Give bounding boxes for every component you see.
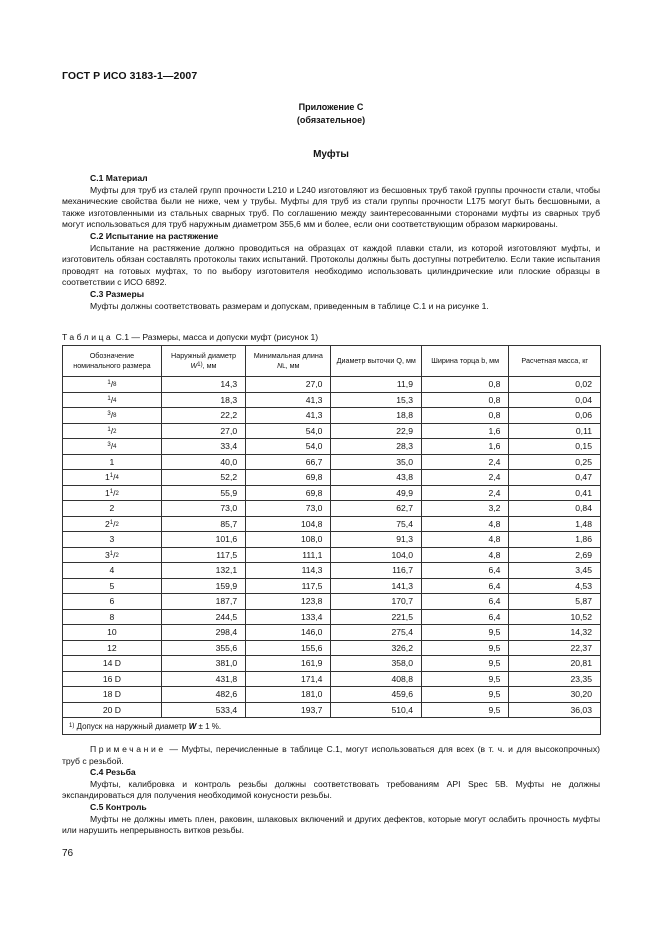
section-heading-tensile: С.2 Испытание на растяжение xyxy=(90,230,219,241)
cell-outer-diameter: 298,4 xyxy=(161,625,245,641)
cell-face-width: 6,4 xyxy=(421,563,508,579)
cell-min-length: 104,8 xyxy=(246,516,331,532)
cell-recess-diameter: 459,6 xyxy=(331,687,422,703)
table-row xyxy=(63,578,601,594)
section-text-dimensions: Муфты должны соответствовать размерам и допускам, приведенным в таблице С.1 и на рисунке 1. xyxy=(90,300,489,311)
cell-face-width: 9,5 xyxy=(421,702,508,718)
size-whole: 4 xyxy=(109,565,115,576)
cell-outer-diameter: 381,0 xyxy=(161,656,245,672)
size-whole: 20 D xyxy=(102,704,121,715)
col-header-recess-diameter: Диаметр выточки Q, мм xyxy=(331,346,422,377)
cell-size xyxy=(63,656,162,672)
cell-face-width: 9,5 xyxy=(421,687,508,703)
cell-outer-diameter: 55,9 xyxy=(161,485,245,501)
table-row xyxy=(63,625,601,641)
table-row xyxy=(63,377,601,393)
col-header-face-width: Ширина торца b, мм xyxy=(421,346,508,377)
table-row xyxy=(63,408,601,424)
cell-size: $^1$/4 xyxy=(63,392,162,408)
table-row xyxy=(63,532,601,548)
cell-size xyxy=(63,594,162,610)
size-numerator: 1 xyxy=(109,519,114,526)
table-caption xyxy=(62,332,318,342)
cell-face-width: 9,5 xyxy=(421,671,508,687)
cell-min-length: 69,8 xyxy=(246,470,331,486)
table-row xyxy=(63,609,601,625)
section-heading-material: С.1 Материал xyxy=(90,173,148,183)
cell-size xyxy=(63,454,162,470)
cell-recess-diameter: 408,8 xyxy=(331,671,422,687)
size-denominator: 4 xyxy=(113,397,117,404)
size-denominator: 2 xyxy=(115,521,119,528)
cell-recess-diameter: 15,3 xyxy=(331,392,422,408)
cell-mass: 1,48 xyxy=(509,516,601,532)
cell-mass: 0,15 xyxy=(509,439,601,455)
footnote-symbol: W xyxy=(188,721,197,731)
cell-mass: 0,41 xyxy=(509,485,601,501)
size-whole: 5 xyxy=(109,580,115,591)
cell-outer-diameter: 22,2 xyxy=(161,408,245,424)
size-numerator: 3 xyxy=(107,442,111,449)
table-header-row xyxy=(63,346,601,377)
cell-outer-diameter: 244,5 xyxy=(161,609,245,625)
cell-recess-diameter: 275,4 xyxy=(331,625,422,641)
cell-min-length: 54,0 xyxy=(246,423,331,439)
table-row xyxy=(63,501,601,517)
table-footnote-row xyxy=(63,718,601,735)
table-note xyxy=(62,744,600,767)
cell-min-length: 73,0 xyxy=(246,501,331,517)
cell-face-width: 4,8 xyxy=(421,516,508,532)
cell-recess-diameter: 221,5 xyxy=(331,609,422,625)
size-denominator: 2 xyxy=(115,490,119,497)
cell-outer-diameter: 482,6 xyxy=(161,687,245,703)
size-numerator: 3 xyxy=(107,411,111,418)
cell-mass: 0,06 xyxy=(509,408,601,424)
cell-outer-diameter: 52,2 xyxy=(161,470,245,486)
cell-size xyxy=(63,640,162,656)
cell-recess-diameter: 35,0 xyxy=(331,454,422,470)
cell-min-length: 161,9 xyxy=(246,656,331,672)
cell-min-length: 181,0 xyxy=(246,687,331,703)
cell-outer-diameter: 533,4 xyxy=(161,702,245,718)
size-whole: 6 xyxy=(109,596,115,607)
sections-after-table xyxy=(62,744,600,837)
table-row xyxy=(63,423,601,439)
size-whole: 10 xyxy=(107,627,117,638)
cell-mass: 0,25 xyxy=(509,454,601,470)
cell-mass: 1,86 xyxy=(509,532,601,548)
cell-mass: 10,52 xyxy=(509,609,601,625)
cell-outer-diameter: 117,5 xyxy=(161,547,245,563)
section-text-tensile: Испытание на растяжение должно проводиться на образцах от каждой плавки стали, из которой изготовляют муфты, и изготовитель обязан составлять протоколы таких испытаний. Протоколы должны быть доступны потребителю. Если такие испытания проводят на готовых муфтах, то по выбору изготовителя необходимо использовать цилиндрические или плоские образцы в соответствии с ИСО 6892. xyxy=(62,242,600,288)
cell-recess-diameter: 22,9 xyxy=(331,423,422,439)
size-denominator: 8 xyxy=(113,413,117,420)
cell-mass: 2,69 xyxy=(509,547,601,563)
cell-size: $2^1/2$ xyxy=(63,516,162,532)
table-row xyxy=(63,656,601,672)
note-label: Примечание xyxy=(90,744,166,754)
cell-min-length: 117,5 xyxy=(246,578,331,594)
table-row xyxy=(63,687,601,703)
cell-mass: 0,04 xyxy=(509,392,601,408)
cell-mass: 20,81 xyxy=(509,656,601,672)
page-title: Муфты xyxy=(313,149,349,160)
col-header-outer-diameter-symbol: W xyxy=(190,361,198,370)
footnote-text: Допуск на наружный диаметр xyxy=(74,721,189,731)
cell-min-length: 123,8 xyxy=(246,594,331,610)
cell-face-width: 6,4 xyxy=(421,578,508,594)
footnote-mark: 1) xyxy=(69,722,75,729)
sections-before-table xyxy=(62,173,600,312)
cell-mass: 30,20 xyxy=(509,687,601,703)
cell-recess-diameter: 170,7 xyxy=(331,594,422,610)
table-footnote xyxy=(63,718,601,735)
cell-outer-diameter: 18,3 xyxy=(161,392,245,408)
document-header: ГОСТ Р ИСО 3183-1—2007 xyxy=(62,70,198,82)
size-denominator: 2 xyxy=(113,428,117,435)
col-header-min-length-subscript: L xyxy=(282,364,286,370)
cell-outer-diameter: 73,0 xyxy=(161,501,245,517)
cell-face-width: 6,4 xyxy=(421,609,508,625)
cell-face-width: 4,8 xyxy=(421,532,508,548)
cell-min-length: 54,0 xyxy=(246,439,331,455)
cell-outer-diameter: 159,9 xyxy=(161,578,245,594)
size-denominator: 4 xyxy=(113,444,117,451)
cell-size xyxy=(63,578,162,594)
cell-recess-diameter: 62,7 xyxy=(331,501,422,517)
cell-size: $3^1/2$ xyxy=(63,547,162,563)
footnote-ref: 1) xyxy=(197,362,203,368)
size-whole: 2 xyxy=(109,503,115,514)
cell-size: $^1$/8 xyxy=(63,377,162,393)
cell-size: $^1$/2 xyxy=(63,423,162,439)
cell-mass: 0,11 xyxy=(509,423,601,439)
cell-min-length: 108,0 xyxy=(246,532,331,548)
size-denominator: 2 xyxy=(115,552,119,559)
cell-min-length: 171,4 xyxy=(246,671,331,687)
col-header-outer-diameter xyxy=(161,346,245,377)
coupling-dimensions-table xyxy=(62,345,601,735)
size-numerator: 1 xyxy=(107,395,111,402)
cell-face-width: 0,8 xyxy=(421,408,508,424)
cell-recess-diameter: 116,7 xyxy=(331,563,422,579)
size-whole: 1 xyxy=(104,487,110,498)
cell-face-width: 6,4 xyxy=(421,594,508,610)
cell-size xyxy=(63,671,162,687)
cell-mass: 14,32 xyxy=(509,625,601,641)
size-denominator: 4 xyxy=(115,475,119,482)
cell-min-length: 133,4 xyxy=(246,609,331,625)
cell-outer-diameter: 132,1 xyxy=(161,563,245,579)
size-whole: 18 D xyxy=(102,689,121,700)
cell-outer-diameter: 355,6 xyxy=(161,640,245,656)
cell-min-length: 155,6 xyxy=(246,640,331,656)
table-row xyxy=(63,439,601,455)
section-text-inspection: Муфты не должны иметь плен, раковин, шлаковых включений и других дефектов, которые могут ослабить прочность муфты или нарушить непрерывность витков резьбы. xyxy=(62,813,600,836)
size-whole: 1 xyxy=(104,472,110,483)
cell-face-width: 1,6 xyxy=(421,439,508,455)
table-row xyxy=(63,702,601,718)
cell-recess-diameter: 141,3 xyxy=(331,578,422,594)
section-heading-thread: С.4 Резьба xyxy=(90,767,136,778)
cell-mass: 0,84 xyxy=(509,501,601,517)
annex-heading xyxy=(62,101,600,127)
cell-face-width: 0,8 xyxy=(421,377,508,393)
table-row xyxy=(63,547,601,563)
size-numerator: 1 xyxy=(107,380,111,387)
cell-size xyxy=(63,625,162,641)
cell-face-width: 2,4 xyxy=(421,485,508,501)
cell-mass: 0,47 xyxy=(509,470,601,486)
cell-size: $^3$/8 xyxy=(63,408,162,424)
cell-min-length: 41,3 xyxy=(246,408,331,424)
size-whole: 2 xyxy=(104,518,110,529)
cell-face-width: 9,5 xyxy=(421,640,508,656)
cell-recess-diameter: 11,9 xyxy=(331,377,422,393)
cell-recess-diameter: 326,2 xyxy=(331,640,422,656)
size-numerator: 1 xyxy=(109,488,114,495)
cell-face-width: 3,2 xyxy=(421,501,508,517)
cell-outer-diameter: 33,4 xyxy=(161,439,245,455)
cell-size: $^3$/4 xyxy=(63,439,162,455)
cell-min-length: 111,1 xyxy=(246,547,331,563)
cell-mass: 4,53 xyxy=(509,578,601,594)
note-text: — Муфты, перечисленные в таблице С.1, могут использоваться для всех (в т. ч. и для высокопрочных) труб с резьбой. xyxy=(62,744,600,766)
cell-outer-diameter: 14,3 xyxy=(161,377,245,393)
cell-size xyxy=(63,563,162,579)
cell-recess-diameter: 18,8 xyxy=(331,408,422,424)
table-row xyxy=(63,392,601,408)
cell-min-length: 69,8 xyxy=(246,485,331,501)
cell-size xyxy=(63,609,162,625)
col-header-mass: Расчетная масса, кг xyxy=(509,346,601,377)
cell-min-length: 114,3 xyxy=(246,563,331,579)
cell-recess-diameter: 91,3 xyxy=(331,532,422,548)
page-number: 76 xyxy=(62,848,74,859)
col-header-outer-diameter-unit: , мм xyxy=(202,361,217,370)
cell-mass: 3,45 xyxy=(509,563,601,579)
section-text-material: Муфты для труб из сталей групп прочности L210 и L240 изготовляют из бесшовных труб такой группы прочности стали, чтобы механические свойства были не ниже, чем у трубы. Муфты для труб из стали группы прочности L175 могут быть бесшовными, а также изготовленными из стальных сварных труб. По соглашению между заинтересованными сторонами муфты из сварных труб могут использоваться для труб наружным диаметром 355,6 мм и более, если они соответствующим образом маркированы. xyxy=(62,184,600,230)
annex-title: Приложение С xyxy=(298,102,364,112)
cell-recess-diameter: 510,4 xyxy=(331,702,422,718)
col-header-min-length xyxy=(246,346,331,377)
cell-min-length: 66,7 xyxy=(246,454,331,470)
cell-recess-diameter: 75,4 xyxy=(331,516,422,532)
cell-min-length: 193,7 xyxy=(246,702,331,718)
cell-mass: 0,02 xyxy=(509,377,601,393)
cell-face-width: 9,5 xyxy=(421,656,508,672)
section-heading-inspection: С.5 Контроль xyxy=(90,801,147,812)
cell-outer-diameter: 187,7 xyxy=(161,594,245,610)
cell-min-length: 41,3 xyxy=(246,392,331,408)
table-caption-text: С.1 — Размеры, масса и допуски муфт (рисунок 1) xyxy=(115,332,319,342)
col-header-min-length-unit: , мм xyxy=(285,361,300,370)
cell-size xyxy=(63,501,162,517)
cell-face-width: 9,5 xyxy=(421,625,508,641)
size-numerator: 1 xyxy=(109,550,114,557)
size-whole: 14 D xyxy=(102,658,121,669)
cell-recess-diameter: 104,0 xyxy=(331,547,422,563)
cell-outer-diameter: 101,6 xyxy=(161,532,245,548)
cell-face-width: 0,8 xyxy=(421,392,508,408)
size-numerator: 1 xyxy=(107,426,111,433)
col-header-outer-diameter-label: Наружный диаметр xyxy=(171,351,236,360)
annex-status: (обязательное) xyxy=(296,115,366,125)
col-header-min-length-label: Минимальная длина xyxy=(253,351,323,360)
table-caption-label: Таблица xyxy=(62,332,114,342)
cell-recess-diameter: 358,0 xyxy=(331,656,422,672)
table-row xyxy=(63,470,601,486)
size-numerator: 1 xyxy=(109,473,114,480)
cell-size xyxy=(63,687,162,703)
table-row xyxy=(63,516,601,532)
cell-size: $1^1/4$ xyxy=(63,470,162,486)
cell-size xyxy=(63,532,162,548)
cell-min-length: 27,0 xyxy=(246,377,331,393)
table-row xyxy=(63,640,601,656)
cell-mass: 5,87 xyxy=(509,594,601,610)
cell-face-width: 4,8 xyxy=(421,547,508,563)
cell-mass: 23,35 xyxy=(509,671,601,687)
cell-mass: 36,03 xyxy=(509,702,601,718)
section-text-thread: Муфты, калибровка и контроль резьбы должны соответствовать требованиям API Spec 5B. Муфты не должны экспандироваться для получения необходимой конусности резьбы. xyxy=(62,778,600,801)
cell-face-width: 1,6 xyxy=(421,423,508,439)
table-row xyxy=(63,485,601,501)
size-whole: 12 xyxy=(107,642,117,653)
col-header-size: Обозначение номинального размера xyxy=(63,346,162,377)
table-row xyxy=(63,454,601,470)
size-denominator: 8 xyxy=(113,382,117,389)
cell-recess-diameter: 49,9 xyxy=(331,485,422,501)
size-whole: 3 xyxy=(104,549,110,560)
table-row xyxy=(63,594,601,610)
cell-mass: 22,37 xyxy=(509,640,601,656)
col-header-min-length-symbol: N xyxy=(277,361,283,370)
cell-face-width: 2,4 xyxy=(421,470,508,486)
cell-outer-diameter: 40,0 xyxy=(161,454,245,470)
section-heading-dimensions: С.3 Размеры xyxy=(90,288,145,299)
size-whole: 8 xyxy=(109,611,115,622)
size-whole: 16 D xyxy=(102,673,121,684)
table-row xyxy=(63,671,601,687)
table-row xyxy=(63,563,601,579)
cell-min-length: 146,0 xyxy=(246,625,331,641)
footnote-tail: ± 1 %. xyxy=(196,721,222,731)
cell-outer-diameter: 27,0 xyxy=(161,423,245,439)
cell-size: $1^1/2$ xyxy=(63,485,162,501)
size-whole: 1 xyxy=(109,456,115,467)
cell-outer-diameter: 85,7 xyxy=(161,516,245,532)
cell-outer-diameter: 431,8 xyxy=(161,671,245,687)
size-whole: 3 xyxy=(109,534,115,545)
cell-recess-diameter: 43,8 xyxy=(331,470,422,486)
cell-face-width: 2,4 xyxy=(421,454,508,470)
cell-size xyxy=(63,702,162,718)
cell-recess-diameter: 28,3 xyxy=(331,439,422,455)
